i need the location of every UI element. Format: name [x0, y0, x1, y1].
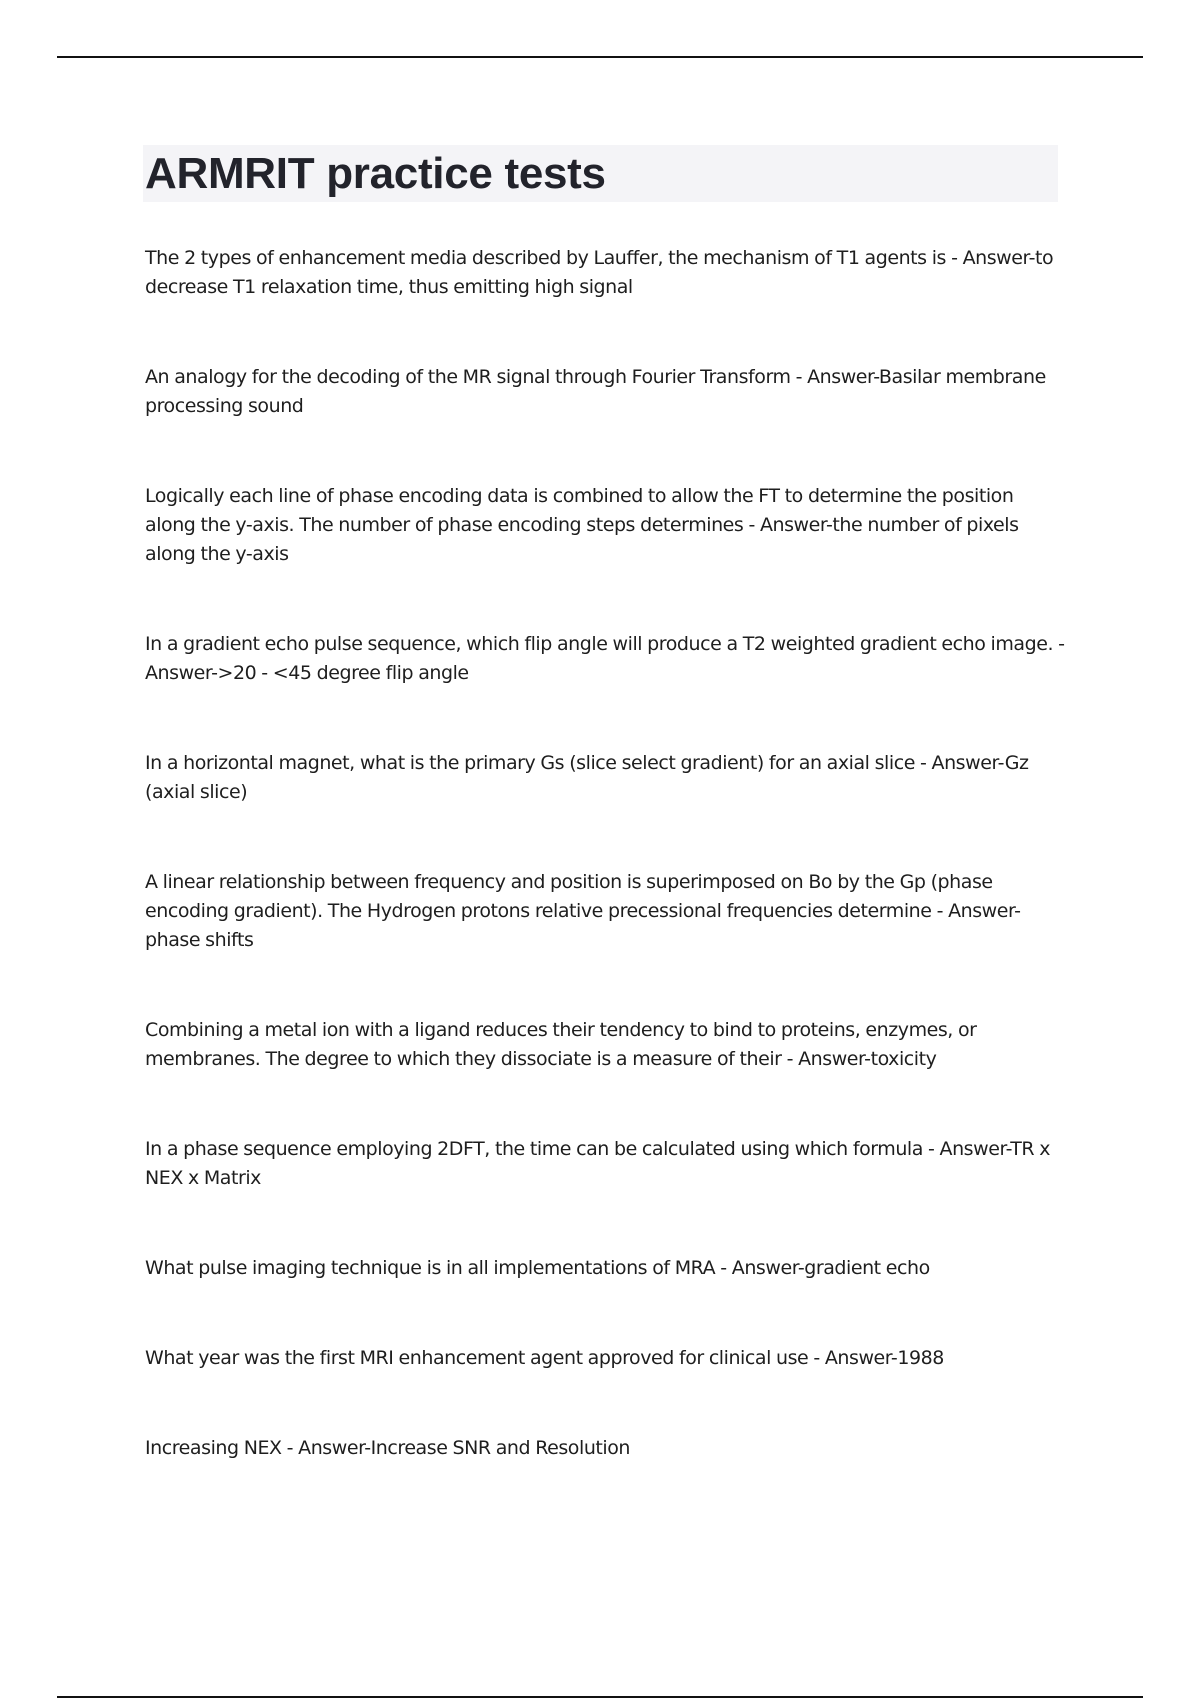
qa-item: Logically each line of phase encoding data is combined to allow the FT to determine the position along the y-axis. The number of phase encoding steps determines - Answer-the number of pixels along the y-axis [145, 485, 1019, 565]
page-title: ARMRIT practice tests [145, 149, 606, 198]
qa-item: What pulse imaging technique is in all implementations of MRA - Answer-gradient echo [145, 1257, 930, 1279]
qa-item: Increasing NEX - Answer-Increase SNR and Resolution [145, 1437, 630, 1459]
qa-item: The 2 types of enhancement media described by Lauffer, the mechanism of T1 agents is - Answer-to decrease T1 relaxation time, thus emitting high signal [145, 247, 1054, 298]
bottom-divider [57, 1696, 1143, 1698]
qa-item: In a gradient echo pulse sequence, which flip angle will produce a T2 weighted gradient echo image. - Answer->20 - <45 degree flip angle [145, 633, 1065, 684]
qa-item: In a phase sequence employing 2DFT, the time can be calculated using which formula - Answer-TR x NEX x Matrix [145, 1138, 1051, 1189]
qa-list [145, 244, 1065, 1463]
qa-item: An analogy for the decoding of the MR signal through Fourier Transform - Answer-Basilar membrane processing sound [145, 366, 1046, 417]
top-divider [57, 56, 1143, 58]
qa-item: A linear relationship between frequency and position is superimposed on Bo by the Gp (phase encoding gradient). The Hydrogen protons relative precessional frequencies determine - Answer-phase shifts [145, 871, 1021, 951]
qa-item: In a horizontal magnet, what is the primary Gs (slice select gradient) for an axial slice - Answer-Gz (axial slice) [145, 752, 1029, 803]
qa-item: What year was the first MRI enhancement agent approved for clinical use - Answer-1988 [145, 1347, 944, 1369]
title-band [143, 145, 1058, 202]
qa-item: Combining a metal ion with a ligand reduces their tendency to bind to proteins, enzymes, or membranes. The degree to which they dissociate is a measure of their - Answer-toxicity [145, 1019, 977, 1070]
